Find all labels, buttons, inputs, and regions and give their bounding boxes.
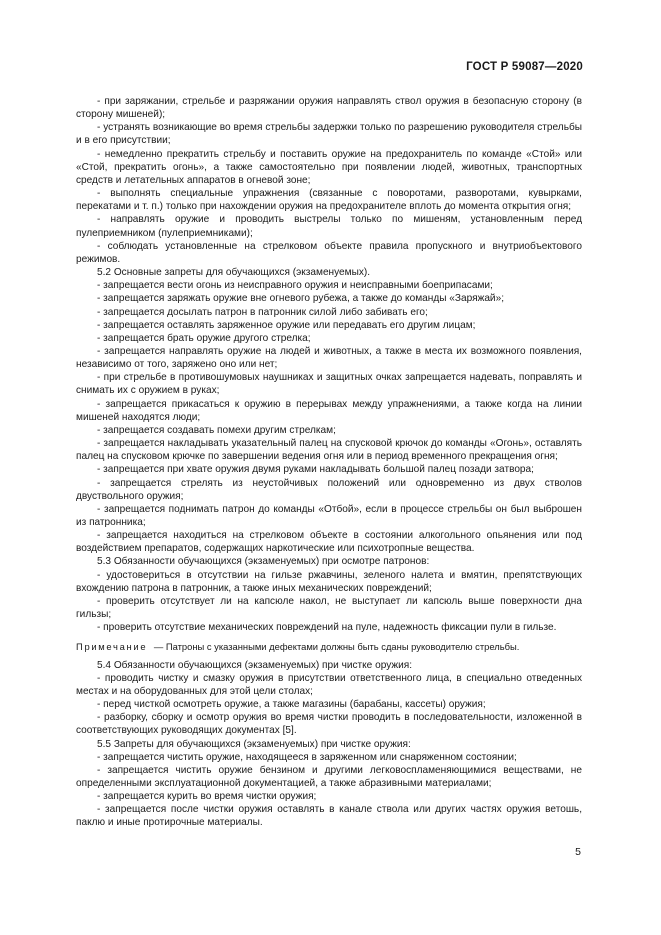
paragraph: - соблюдать установленные на стрелковом объекте правила пропускного и внутриобъектового режимов. (76, 240, 582, 265)
paragraph: - удостовериться в отсутствии на гильзе ржавчины, зеленого налета и вмятин, препятствующих вхождению патрона в патронник, а также иных механических повреждений; (76, 569, 582, 594)
paragraph: - запрещается при хвате оружия двумя руками накладывать большой палец позади затвора; (97, 464, 534, 476)
section-heading-5-2: 5.2 Основные запреты для обучающихся (экзаменуемых). (97, 267, 371, 279)
paragraph: - запрещается накладывать указательный палец на спусковой крючок до команды «Огонь», оставлять палец на спусковом крючке по завершении ведения огня или в период временного прекращения огня; (76, 438, 582, 463)
paragraph: - запрещается брать оружие другого стрелка; (97, 332, 311, 344)
paragraph: - запрещается направлять оружие на людей и животных, а также в места их возможного появления, независимо от того, заряжено оно или нет; (76, 345, 582, 371)
paragraph: - запрещается поднимать патрон до команды «Отбой», если в процессе стрельбы он был выброшен из патронника; (76, 503, 582, 528)
paragraph: - запрещается прикасаться к оружию в перерывах между упражнениями, а также когда на линии мишеней находятся люди; (76, 398, 582, 423)
paragraph: - запрещается после чистки оружия оставлять в канале ствола или других частях оружия ветошь, паклю и иные протирочные материалы. (76, 804, 582, 829)
paragraph: - проверить отсутствует ли на капсюле накол, не выступает ли капсюль выше поверхности дна гильзы; (76, 595, 582, 621)
paragraph: - проверить отсутствие механических повреждений на пуле, надежность фиксации пули в гильзе. (97, 622, 557, 634)
paragraph: - при заряжании, стрельбе и разряжании оружия направлять ствол оружия в безопасную сторону (в сторону мишеней); (76, 96, 582, 121)
page-number: 5 (575, 846, 581, 858)
paragraph: - проводить чистку и смазку оружия в присутствии ответственного лица, в специально отведенных местах и на оборудованных для этой цели столах; (76, 672, 582, 697)
paragraph: - запрещается стрелять из неустойчивых положений или одновременно из двух стволов двуствольного оружия; (76, 477, 582, 502)
note-text: — Патроны с указанными дефектами должны быть сданы руководителю стрельбы. (153, 641, 520, 653)
paragraph: - немедленно прекратить стрельбу и поставить оружие на предохранитель по команде «Стой» или «Стой, прекратить огонь», а также самостоятельно при появлении людей, животных, транспортных средств и летательных аппаратов в огневой зоне; (76, 148, 582, 186)
paragraph: - запрещается оставлять заряженное оружие или передавать его другим лицам; (97, 319, 476, 331)
section-heading-5-5: 5.5 Запреты для обучающихся (экзаменуемых) при чистке оружия: (97, 738, 411, 750)
section-heading-5-3: 5.3 Обязанности обучающихся (экзаменуемых) при осмотре патронов: (97, 556, 430, 568)
paragraph: - разборку, сборку и осмотр оружия во время чистки проводить в последовательности, изложенной в соответствующих руководящих документах [5]. (76, 712, 582, 737)
section-heading-5-4: 5.4 Обязанности обучающихся (экзаменуемых) при чистке оружия: (97, 659, 413, 671)
page-body (76, 95, 582, 830)
paragraph: - запрещается заряжать оружие вне огневого рубежа, а также до команды «Заряжай»; (97, 293, 504, 305)
paragraph: - выполнять специальные упражнения (связанные с поворотами, разворотами, кувырками, перекатами и т. п.) только при нахождении оружия на предохранителе вплоть до момента открытия огня; (76, 188, 582, 213)
paragraph: - запрещается чистить оружие бензином и другими легковоспламеняющимися веществами, не определенными эксплуатационной документацией, а также абразивными материалами; (76, 764, 582, 789)
paragraph: - запрещается находиться на стрелковом объекте в состоянии алкогольного опьянения или под воздействием препаратов, содержащих наркотические или психотропные вещества. (76, 530, 582, 555)
standard-header: ГОСТ Р 59087—2020 (466, 61, 583, 73)
paragraph: - направлять оружие и проводить выстрелы только по мишеням, установленным перед пулеприемником (пулеприемниками); (76, 214, 582, 239)
paragraph: - перед чисткой осмотреть оружие, а также магазины (барабаны, кассеты) оружия; (97, 699, 486, 711)
paragraph: - запрещается досылать патрон в патронник силой либо забивать его; (97, 306, 428, 318)
paragraph: - запрещается курить во время чистки оружия; (97, 791, 317, 803)
paragraph: - запрещается создавать помехи другим стрелкам; (97, 424, 336, 436)
paragraph: - запрещается вести огонь из неисправного оружия и неисправными боеприпасами; (97, 280, 493, 292)
note-label: Примечание (76, 641, 148, 653)
note (76, 640, 582, 653)
paragraph: - запрещается чистить оружие, находящееся в заряженном или снаряженном состоянии; (97, 751, 517, 763)
paragraph: - при стрельбе в противошумовых наушниках и защитных очках запрещается надевать, поправлять и снимать их с оружием в руках; (76, 372, 582, 397)
paragraph: - устранять возникающие во время стрельбы задержки только по разрешению руководителя стрельбы и в его присутствии; (76, 122, 582, 147)
